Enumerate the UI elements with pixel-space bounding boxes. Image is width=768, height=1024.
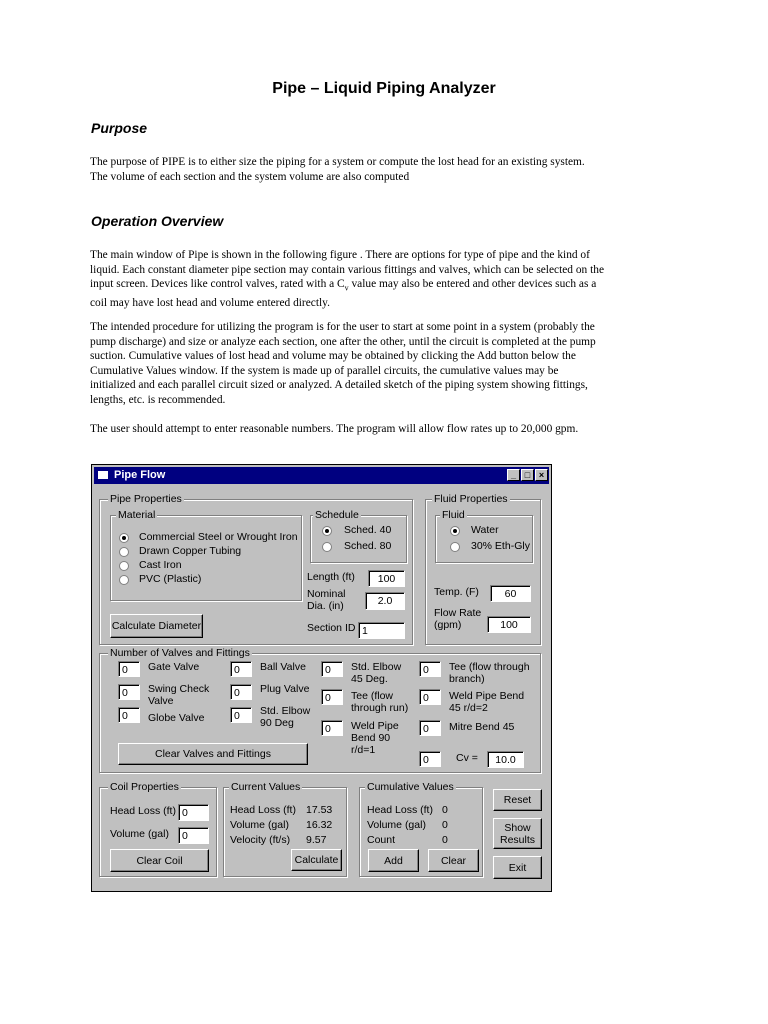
temperature-label: Temp. (F) (434, 586, 479, 598)
text-line: The intended procedure for utilizing the program is for the user to start at some point in a system (probably the (90, 321, 595, 333)
flow-rate-label-1: Flow Rate (434, 607, 482, 619)
fluid-eth-gly-label: 30% Eth-Gly (471, 540, 530, 552)
material-radio-copper[interactable] (119, 547, 129, 557)
cv-device-count-input[interactable]: 0 (419, 751, 441, 767)
pipe-properties-label: Pipe Properties (110, 493, 182, 505)
calculate-diameter-button[interactable]: Calculate Diameter (110, 614, 203, 638)
text-line: lengths, etc. is recommended. (90, 393, 226, 406)
gate-valve-input[interactable]: 0 (118, 661, 140, 677)
tee-branch-input[interactable]: 0 (419, 661, 441, 677)
material-pvc-label: PVC (Plastic) (139, 573, 202, 585)
current-velocity-value: 9.57 (306, 834, 327, 846)
section-id-label: Section ID (307, 622, 356, 634)
swing-check-label-2: Valve (148, 695, 174, 707)
globe-valve-label: Globe Valve (148, 712, 205, 724)
window-title: Pipe Flow (114, 469, 166, 481)
purpose-paragraph (90, 155, 674, 184)
schedule-radio-80[interactable] (322, 542, 332, 552)
tee-run-label-2: through run) (351, 702, 409, 714)
fluid-label: Fluid (442, 509, 465, 521)
coil-properties-label: Coil Properties (110, 781, 179, 793)
current-velocity-label: Velocity (ft/s) (230, 834, 291, 846)
title-bar[interactable] (94, 467, 549, 484)
diameter-label-1: Nominal (307, 588, 346, 600)
pipe-flow-window (91, 464, 552, 892)
material-copper-label: Drawn Copper Tubing (139, 545, 242, 557)
add-button[interactable]: Add (368, 849, 419, 872)
current-volume-label: Volume (gal) (230, 819, 289, 831)
cv-label: Cv = (456, 752, 478, 764)
schedule-80-label: Sched. 80 (344, 540, 392, 552)
text-line: The volume of each section and the system volume are also computed (90, 170, 410, 183)
overview-paragraph-3: The user should attempt to enter reasonable numbers. The program will allow flow rates up to 20,000 gpm. (90, 423, 579, 435)
schedule-label: Schedule (315, 509, 359, 521)
clear-coil-button[interactable]: Clear Coil (110, 849, 209, 872)
elbow-90-input[interactable]: 0 (230, 707, 252, 723)
cumulative-head-loss-value: 0 (442, 804, 448, 816)
valves-fittings-label: Number of Valves and Fittings (110, 647, 250, 659)
material-radio-steel[interactable] (119, 533, 129, 543)
document-title: Pipe – Liquid Piping Analyzer (272, 80, 496, 97)
cumulative-head-loss-label: Head Loss (ft) (367, 804, 433, 816)
calculate-button[interactable]: Calculate (291, 849, 342, 871)
weld-bend-45-label-2: 45 r/d=2 (449, 702, 488, 714)
text-line: liquid. Each constant diameter pipe section may contain various fittings and valves, which can be selected on the (90, 263, 605, 276)
text-line: coil may have lost head and volume entered directly. (90, 297, 330, 310)
mitre-bend-input[interactable]: 0 (419, 720, 441, 736)
text-line: The main window of Pipe is shown in the following figure . There are options for type of pipe and the kind of (90, 249, 590, 261)
exit-button[interactable]: Exit (493, 856, 542, 879)
plug-valve-label: Plug Valve (260, 683, 310, 695)
fluid-radio-eth-gly[interactable] (450, 542, 460, 552)
tee-branch-label-1: Tee (flow through (449, 661, 530, 673)
cumulative-count-label: Count (367, 834, 396, 846)
coil-volume-input[interactable]: 0 (178, 827, 209, 844)
globe-valve-input[interactable]: 0 (118, 707, 140, 723)
temperature-input[interactable]: 60 (490, 585, 531, 602)
weld-bend-90-label-2: Bend 90 (351, 732, 391, 744)
swing-check-label-1: Swing Check (148, 683, 210, 695)
gate-valve-label: Gate Valve (148, 661, 200, 673)
reset-button[interactable]: Reset (493, 789, 542, 811)
text-line: Cumulative Values window. If the system is made up of parallel circuits, the cumulative values may be (90, 364, 559, 377)
elbow-90-label-1: Std. Elbow (260, 705, 311, 717)
diameter-input[interactable]: 2.0 (365, 592, 405, 610)
weld-bend-90-label-1: Weld Pipe (351, 720, 399, 732)
ball-valve-input[interactable]: 0 (230, 661, 252, 677)
cumulative-volume-label: Volume (gal) (367, 819, 426, 831)
close-button[interactable]: × (535, 469, 548, 481)
text-line: The purpose of PIPE is to either size the piping for a system or compute the lost head for an existing system. (90, 156, 585, 168)
material-radio-pvc[interactable] (119, 575, 129, 585)
text-span: value may also be entered and other devices such as a (348, 278, 597, 291)
material-label: Material (118, 509, 156, 521)
cv-input[interactable]: 10.0 (487, 751, 524, 768)
weld-bend-90-label-3: r/d=1 (351, 744, 376, 756)
material-steel-label: Commercial Steel or Wrought Iron (139, 531, 298, 543)
length-label: Length (ft) (307, 571, 355, 583)
fluid-water-label: Water (471, 524, 499, 536)
heading-operation-overview: Operation Overview (91, 213, 224, 229)
material-radio-cast-iron[interactable] (119, 561, 129, 571)
plug-valve-input[interactable]: 0 (230, 684, 252, 700)
material-group (110, 515, 302, 601)
maximize-button[interactable]: □ (521, 469, 534, 481)
cumulative-volume-value: 0 (442, 819, 448, 831)
text-line: suction. Cumulative values of lost head and volume may be obtained by clicking the Add button below the (90, 350, 576, 363)
schedule-radio-40[interactable] (322, 526, 332, 536)
tee-branch-label-2: branch) (449, 673, 485, 685)
coil-head-loss-label: Head Loss (ft) (110, 805, 176, 817)
current-head-loss-value: 17.53 (306, 804, 333, 816)
weld-bend-45-label-1: Weld Pipe Bend (449, 690, 525, 702)
current-volume-value: 16.32 (306, 819, 333, 831)
tee-run-input[interactable]: 0 (321, 689, 343, 705)
minimize-button[interactable]: _ (507, 469, 520, 481)
current-values-label: Current Values (231, 781, 301, 793)
flow-rate-label-2: (gpm) (434, 619, 462, 631)
app-icon (98, 471, 108, 479)
subscript: v (344, 283, 349, 293)
text-span: input screen. Devices like control valves, rated with a C (90, 278, 345, 291)
length-input[interactable]: 100 (368, 570, 405, 587)
text-line: pump discharge) and size or analyze each section, one after the other, until the circuit is completed at the pump (90, 335, 596, 348)
elbow-45-label-1: Std. Elbow (351, 661, 402, 673)
material-cast-iron-label: Cast Iron (139, 559, 182, 571)
section-id-input[interactable]: 1 (358, 622, 405, 639)
overview-paragraph-2 (90, 320, 674, 408)
show-results-button[interactable] (493, 818, 542, 849)
coil-head-loss-input[interactable]: 0 (178, 804, 209, 821)
clear-valves-fittings-button[interactable]: Clear Valves and Fittings (118, 743, 308, 765)
cumulative-values-label: Cumulative Values (367, 781, 454, 793)
fluid-properties-label: Fluid Properties (434, 493, 508, 505)
swing-check-valve-input[interactable]: 0 (118, 684, 140, 700)
weld-bend-45-input[interactable]: 0 (419, 689, 441, 705)
show-results-label-1: Show (504, 821, 531, 834)
text-line (90, 277, 674, 296)
elbow-45-input[interactable]: 0 (321, 661, 343, 677)
show-results-label-2: Results (499, 833, 535, 846)
elbow-45-label-2: 45 Deg. (351, 673, 388, 685)
mitre-bend-label: Mitre Bend 45 (449, 721, 515, 733)
schedule-40-label: Sched. 40 (344, 524, 392, 536)
coil-volume-label: Volume (gal) (110, 828, 169, 840)
flow-rate-input[interactable]: 100 (487, 616, 531, 633)
text-line: initialized and each parallel circuit sized or analyzed. A detailed sketch of the piping system showing fittings, (90, 379, 588, 392)
cumulative-count-value: 0 (442, 834, 448, 846)
ball-valve-label: Ball Valve (260, 661, 306, 673)
elbow-90-label-2: 90 Deg (260, 717, 294, 729)
schedule-group (310, 515, 407, 563)
diameter-label-2: Dia. (in) (307, 600, 344, 612)
fluid-radio-water[interactable] (450, 526, 460, 536)
heading-purpose: Purpose (91, 120, 148, 136)
tee-run-label-1: Tee (flow (351, 690, 394, 702)
weld-bend-90-input[interactable]: 0 (321, 720, 343, 736)
overview-paragraph-1 (90, 248, 674, 311)
current-head-loss-label: Head Loss (ft) (230, 804, 296, 816)
clear-cumulative-button[interactable]: Clear (428, 849, 479, 872)
fluid-group (435, 515, 533, 563)
